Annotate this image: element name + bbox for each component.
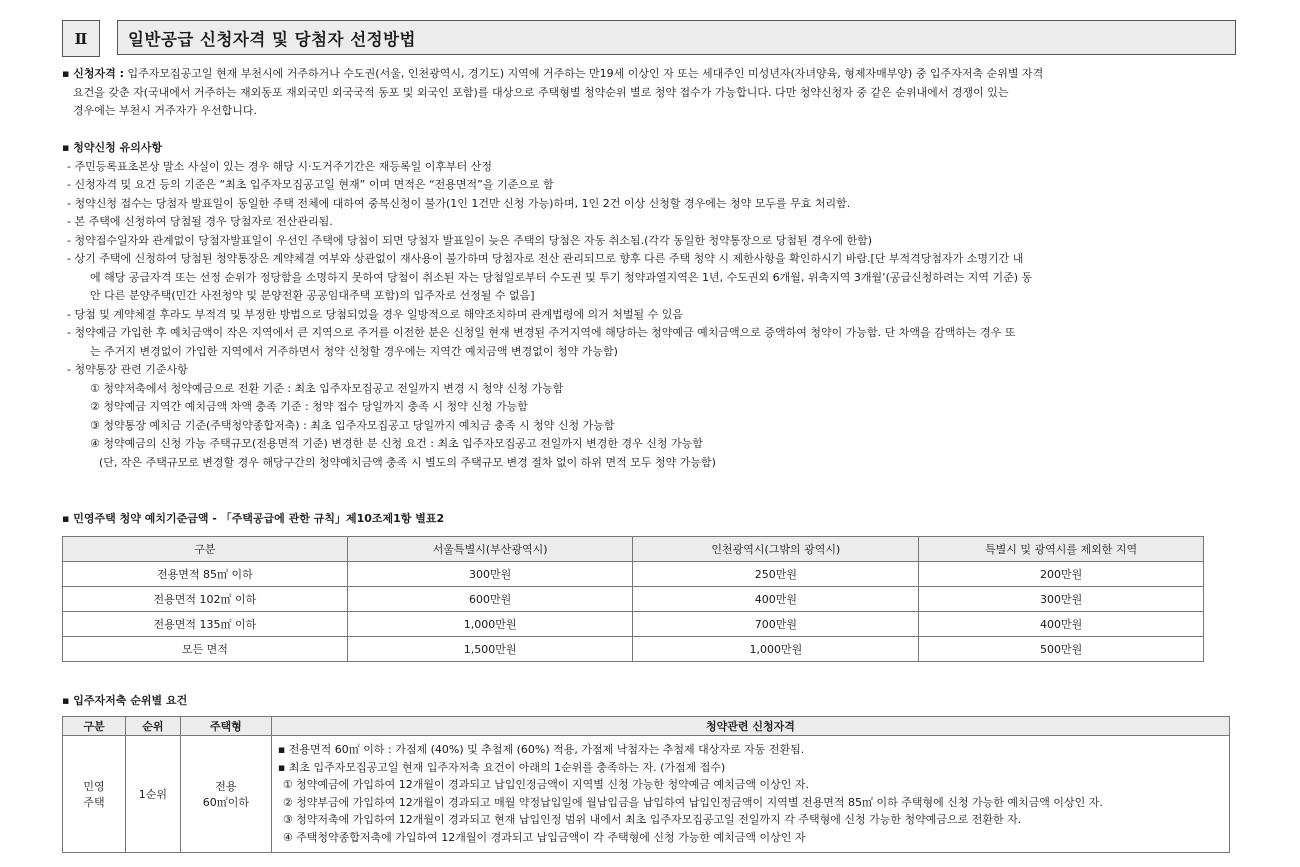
table-cell: 전용면적 85㎡ 이하: [63, 562, 348, 587]
table-row: [63, 637, 1204, 662]
rank-detail-line: ▪ 전용면적 60㎡ 이하 : 가점제 (40%) 및 추첨제 (60%) 적용, 가점제 낙첨자는 추첨제 대상자로 자동 전환됨.: [277, 743, 805, 756]
table-cell: 모든 면적: [63, 637, 348, 662]
rank-detail-cell: [271, 736, 1229, 853]
note-item: - 청약신청 접수는 당첨자 발표일이 동일한 주택 전체에 대하여 중복신청이 불가(1인 1건만 신청 가능)하며, 1인 2건 이상 신청할 경우에는 청약 모두를 무효 처리함.: [67, 196, 851, 210]
rank-header-cell: 구분: [63, 717, 126, 736]
table-cell: 1,000만원: [633, 637, 919, 662]
deposit-table-header-row: [63, 537, 1204, 562]
eligibility-line-2: 요건을 갖춘 자(국내에서 거주하는 재외동포 재외국민 외국국적 동포 및 외국인 포함)를 대상으로 주택형별 청약순위 별로 청약 접수가 가능합니다. 다만 청약신청자 중 같은 순위내에서 경쟁이 있는: [73, 85, 1009, 99]
rank-detail-sub-line: ① 청약예금에 가입하여 12개월이 경과되고 납입인정금액이 지역별 신청 가능한 청약예금 예치금액 이상인 자.: [282, 778, 810, 792]
table-cell: 전용면적 135㎡ 이하: [63, 612, 348, 637]
table-cell: 400만원: [633, 587, 919, 612]
table-cell: 250만원: [633, 562, 919, 587]
note-item: - 당첨 및 계약체결 후라도 부적격 및 부정한 방법으로 당첨되었을 경우 일방적으로 해약조치하며 관계법령에 의거 처벌될 수 있음: [67, 307, 683, 321]
table-cell: 200만원: [919, 562, 1204, 587]
deposit-header-cell: 서울특별시(부산광역시): [347, 537, 633, 562]
notes-heading: ▪ 청약신청 유의사항: [62, 141, 163, 154]
note-item: - 청약통장 관련 기준사항: [67, 363, 188, 376]
table-cell: 500만원: [919, 637, 1204, 662]
table-cell: 400만원: [919, 612, 1204, 637]
note-sub-item: ④ 청약예금의 신청 가능 주택규모(전용면적 기준) 변경한 분 신청 요건 : 최초 입주자모집공고 전일까지 변경한 경우 신청 가능함: [90, 437, 703, 450]
eligibility-label: ▪ 신청자격 :: [62, 67, 125, 80]
table-cell: 300만원: [919, 587, 1204, 612]
rank-table: [62, 716, 1230, 853]
table-cell: 600만원: [347, 587, 633, 612]
note-item: - 청약접수일자와 관계없이 당첨자발표일이 우선인 주택에 당첨이 되면 당첨자 발표일이 늦은 주택의 당첨은 자동 취소됨.(각각 동일한 청약통장으로 당첨된 경우에 한함): [67, 233, 873, 247]
rank-detail-sub-line: ③ 청약저축에 가입하여 12개월이 경과되고 현재 납입인정 범위 내에서 최초 입주자모집공고일 전일까지 각 주택형에 신청 가능한 청약예금으로 전환한 자.: [282, 813, 1022, 827]
note-item: - 상기 주택에 신청하여 당첨된 청약통장은 계약체결 여부와 상관없이 재사용이 불가하며 당첨자로 전산 관리되므로 향후 다른 주택 청약 시 제한사항을 확인하시기 바람.[단 부적격당첨자가 소명기간 내: [67, 252, 1024, 265]
rank-detail-sub-line: ② 청약부금에 가입하여 12개월이 경과되고 매월 약정납입일에 월납입금을 납입하여 납입인정금액이 지역별 전용면적 85㎡ 이하 주택형에 신청 가능한 예치금액 이상인 자.: [282, 795, 1103, 809]
rank-cell: 1순위: [125, 736, 180, 853]
eligibility-line-1: ▪ 신청자격 : 입주자모집공고일 현재 부천시에 거주하거나 수도권(서울, 인천광역시, 경기도) 지역에 거주하는 만19세 이상인 자 또는 세대주인 미성년자(자녀양육, 형제자매부양) 중 입주자저축 순위별 자격: [62, 67, 1044, 80]
rank-detail-line: ▪ 최초 입주자모집공고일 현재 입주자저축 요건이 아래의 1순위를 충족하는 자. (가점제 접수): [277, 760, 726, 774]
note-item-continued: 에 해당 공급자격 또는 선정 순위가 정당함을 소명하지 못하여 당첨이 취소된 자는 당첨일로부터 수도권 및 투기 청약과열지역은 1년, 수도권외 6개월, 위축지역 3개월’(공급신청하려는 지역 기준) 동: [90, 270, 1033, 284]
rank-table-caption: ▪ 입주자저축 순위별 요건: [62, 694, 188, 707]
table-cell: 1,500만원: [347, 637, 633, 662]
deposit-header-cell: 특별시 및 광역시를 제외한 지역: [919, 537, 1204, 562]
table-row: [63, 562, 1204, 587]
table-cell: 300만원: [347, 562, 633, 587]
eligibility-line-3: 경우에는 부천시 거주자가 우선합니다.: [73, 104, 258, 117]
section-header: [62, 20, 1239, 57]
rank-table-header-row: [63, 717, 1230, 736]
table-cell: 1,000만원: [347, 612, 633, 637]
note-sub-item: ③ 청약통장 예치금 기준(주택청약종합저축) : 최초 입주자모집공고 당일까지 예치금 충족 시 청약 신청 가능함: [90, 418, 615, 432]
rank-category-cell: 민영 주택: [63, 736, 126, 853]
note-sub-note: (단, 작은 주택규모로 변경할 경우 해당구간의 청약예치금액 충족 시 별도의 주택규모 변경 절차 없이 하위 면적 모두 청약 가능함): [99, 455, 716, 469]
rank-detail-sub-line: ④ 주택청약종합저축에 가입하여 12개월이 경과되고 납입금액이 각 주택형에 신청 가능한 예치금액 이상인 자: [282, 830, 806, 844]
note-item: - 주민등록표초본상 말소 사실이 있는 경우 해당 시·도거주기간은 재등록일 이후부터 산정: [67, 159, 492, 173]
note-item-continued: 안 다른 분양주택(민간 사전청약 및 분양전환 공공임대주택 포함)의 입주자로 선정될 수 없음]: [90, 289, 535, 302]
rank-header-cell: 주택형: [180, 717, 271, 736]
note-item-continued: 는 주거지 변경없이 가입한 지역에서 거주하면서 청약 신청할 경우에는 지역간 예치금액 변경없이 청약 가능함): [90, 344, 618, 358]
section-title: 일반공급 신청자격 및 당첨자 선정방법: [117, 20, 1236, 55]
table-row: [63, 612, 1204, 637]
section-number: Ⅱ: [62, 20, 100, 57]
deposit-header-cell: 구분: [63, 537, 348, 562]
deposit-table: [62, 536, 1204, 662]
note-sub-item: ① 청약저축에서 청약예금으로 전환 기준 : 최초 입주자모집공고 전일까지 변경 시 청약 신청 가능함: [90, 381, 564, 395]
note-item: - 신청자격 및 요건 등의 기준은 “최초 입주자모집공고일 현재” 이며 면적은 “전용면적”을 기준으로 함: [67, 178, 554, 191]
deposit-header-cell: 인천광역시(그밖의 광역시): [633, 537, 919, 562]
rank-type-cell: 전용 60㎡이하: [180, 736, 271, 853]
rank-header-cell: 청약관련 신청자격: [271, 717, 1229, 736]
note-item: - 본 주택에 신청하여 당첨될 경우 당첨자로 전산관리됨.: [67, 215, 333, 228]
table-row: [63, 587, 1204, 612]
table-cell: 전용면적 102㎡ 이하: [63, 587, 348, 612]
note-sub-item: ② 청약예금 지역간 예치금액 차액 충족 기준 : 청약 접수 당일까지 충족 시 청약 신청 가능함: [90, 400, 528, 413]
deposit-table-caption: ▪ 민영주택 청약 예치기준금액 - 「주택공급에 관한 규칙」제10조제1항 별표2: [62, 512, 445, 525]
note-item: - 청약예금 가입한 후 예치금액이 작은 지역에서 큰 지역으로 주거를 이전한 분은 신청일 현재 변경된 주거지역에 해당하는 청약예금 예치금액으로 증액하여 청약이 가능함. 단 차액을 감액하는 경우 또: [67, 326, 1016, 339]
application-notes: [62, 139, 1244, 472]
eligibility-paragraph: [62, 65, 1244, 121]
table-row: [63, 736, 1230, 853]
table-cell: 700만원: [633, 612, 919, 637]
rank-header-cell: 순위: [125, 717, 180, 736]
